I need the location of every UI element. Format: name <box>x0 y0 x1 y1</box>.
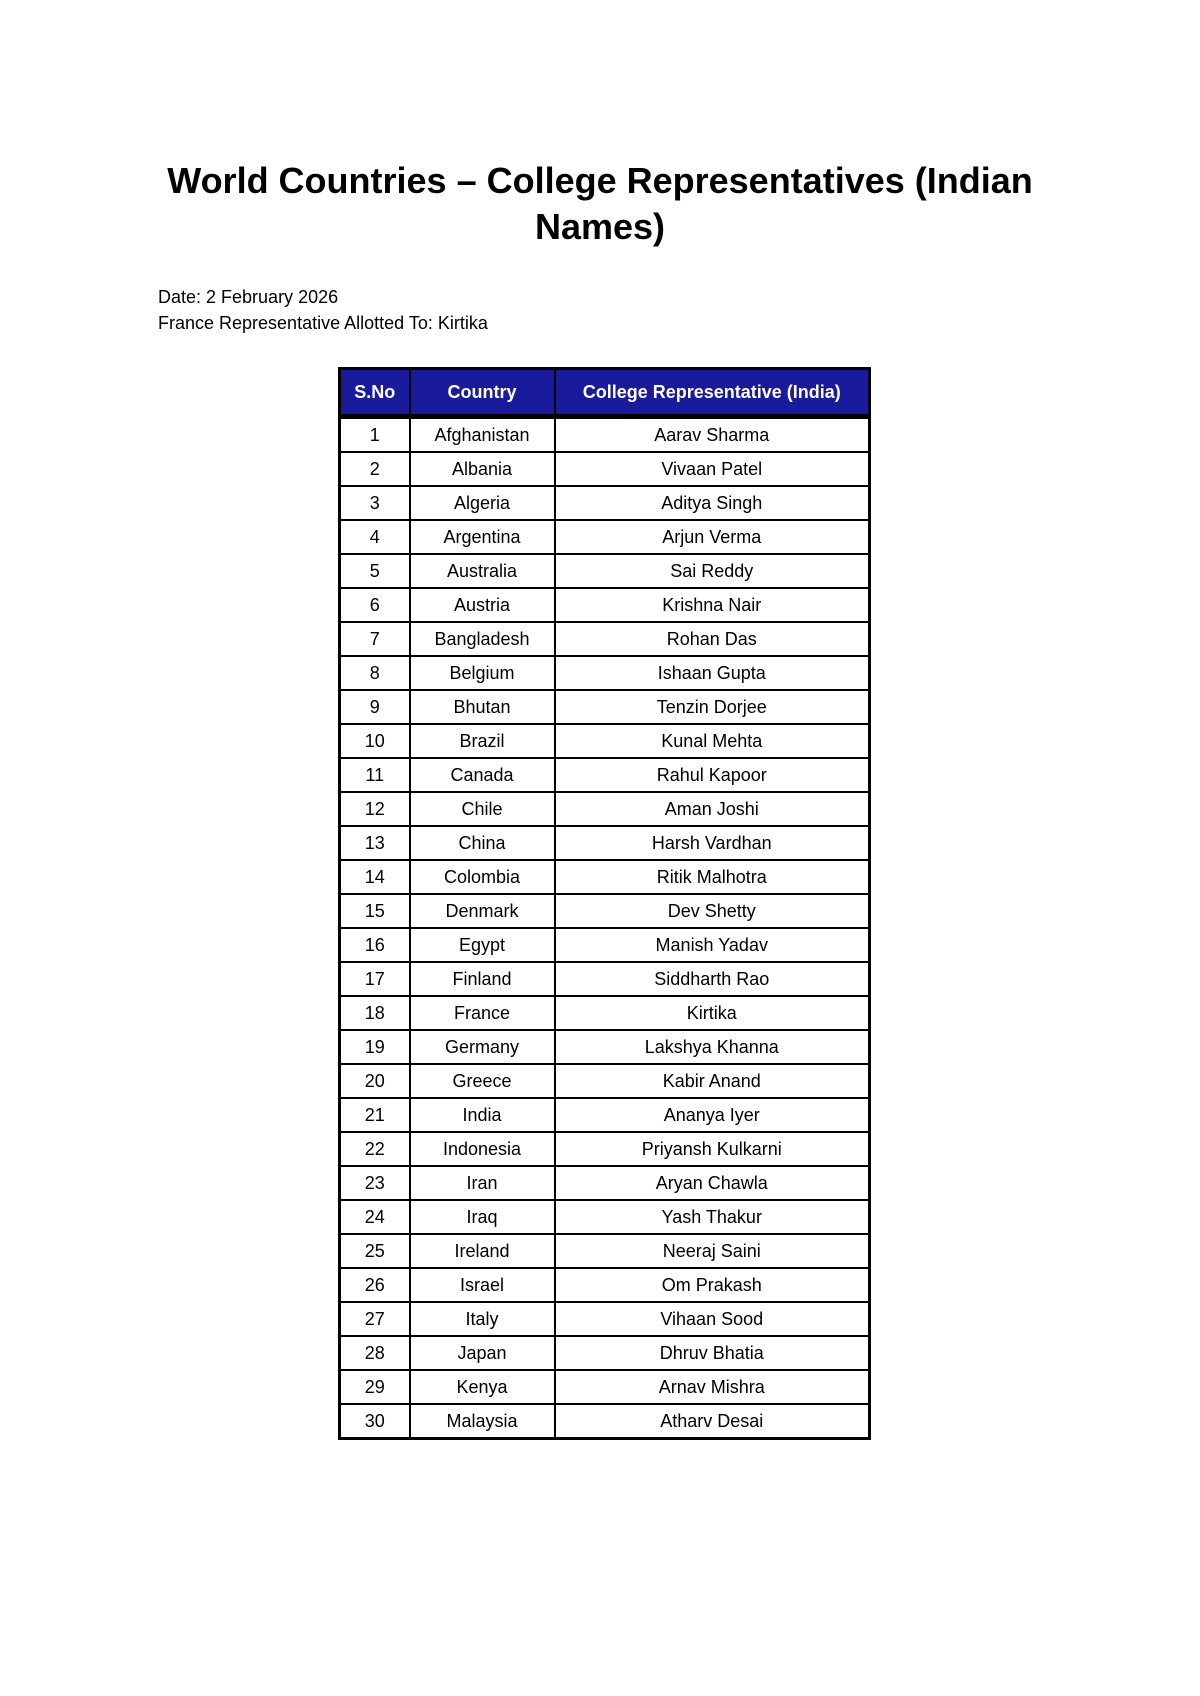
cell-country: Ireland <box>410 1234 555 1268</box>
cell-representative: Om Prakash <box>555 1268 870 1302</box>
table-row <box>340 554 870 588</box>
cell-serial-number: 5 <box>340 554 410 588</box>
table-row <box>340 1098 870 1132</box>
cell-country: Australia <box>410 554 555 588</box>
cell-representative: Kirtika <box>555 996 870 1030</box>
cell-representative: Krishna Nair <box>555 588 870 622</box>
cell-serial-number: 23 <box>340 1166 410 1200</box>
table-body <box>340 417 870 1439</box>
cell-serial-number: 25 <box>340 1234 410 1268</box>
table-row <box>340 928 870 962</box>
cell-country: Afghanistan <box>410 417 555 453</box>
table-header-row <box>340 369 870 417</box>
cell-representative: Atharv Desai <box>555 1404 870 1439</box>
cell-serial-number: 15 <box>340 894 410 928</box>
cell-representative: Harsh Vardhan <box>555 826 870 860</box>
table-row <box>340 1132 870 1166</box>
cell-country: Kenya <box>410 1370 555 1404</box>
cell-country: Malaysia <box>410 1404 555 1439</box>
table-row <box>340 1404 870 1439</box>
table-row <box>340 520 870 554</box>
cell-representative: Yash Thakur <box>555 1200 870 1234</box>
cell-country: Canada <box>410 758 555 792</box>
table-row <box>340 894 870 928</box>
cell-country: Israel <box>410 1268 555 1302</box>
cell-serial-number: 7 <box>340 622 410 656</box>
cell-country: Colombia <box>410 860 555 894</box>
cell-country: Denmark <box>410 894 555 928</box>
table-row <box>340 690 870 724</box>
cell-country: Japan <box>410 1336 555 1370</box>
allotment-line: France Representative Allotted To: Kirtika <box>158 313 488 333</box>
cell-serial-number: 17 <box>340 962 410 996</box>
cell-country: Albania <box>410 452 555 486</box>
cell-representative: Dhruv Bhatia <box>555 1336 870 1370</box>
cell-representative: Neeraj Saini <box>555 1234 870 1268</box>
table-row <box>340 792 870 826</box>
cell-representative: Kunal Mehta <box>555 724 870 758</box>
table-row <box>340 826 870 860</box>
table-row <box>340 588 870 622</box>
cell-country: Iran <box>410 1166 555 1200</box>
table-row <box>340 1234 870 1268</box>
cell-serial-number: 20 <box>340 1064 410 1098</box>
cell-serial-number: 13 <box>340 826 410 860</box>
cell-country: Iraq <box>410 1200 555 1234</box>
cell-serial-number: 9 <box>340 690 410 724</box>
cell-serial-number: 30 <box>340 1404 410 1439</box>
cell-country: Egypt <box>410 928 555 962</box>
cell-serial-number: 10 <box>340 724 410 758</box>
cell-serial-number: 26 <box>340 1268 410 1302</box>
cell-country: Greece <box>410 1064 555 1098</box>
cell-serial-number: 12 <box>340 792 410 826</box>
cell-serial-number: 3 <box>340 486 410 520</box>
table-row <box>340 452 870 486</box>
table-row <box>340 1268 870 1302</box>
cell-country: Indonesia <box>410 1132 555 1166</box>
cell-representative: Dev Shetty <box>555 894 870 928</box>
cell-country: Chile <box>410 792 555 826</box>
cell-representative: Manish Yadav <box>555 928 870 962</box>
cell-representative: Vivaan Patel <box>555 452 870 486</box>
date-line: Date: 2 February 2026 <box>158 287 339 307</box>
cell-representative: Ritik Malhotra <box>555 860 870 894</box>
cell-country: Brazil <box>410 724 555 758</box>
cell-representative: Kabir Anand <box>555 1064 870 1098</box>
cell-country: Germany <box>410 1030 555 1064</box>
cell-serial-number: 22 <box>340 1132 410 1166</box>
cell-representative: Aman Joshi <box>555 792 870 826</box>
document-meta <box>158 284 488 336</box>
cell-representative: Rahul Kapoor <box>555 758 870 792</box>
cell-representative: Aarav Sharma <box>555 417 870 453</box>
header-representative: College Representative (India) <box>555 369 870 417</box>
table-row <box>340 622 870 656</box>
cell-serial-number: 11 <box>340 758 410 792</box>
cell-representative: Aditya Singh <box>555 486 870 520</box>
header-country: Country <box>410 369 555 417</box>
table-row <box>340 417 870 453</box>
cell-country: India <box>410 1098 555 1132</box>
page-title: World Countries – College Representatives (Indian Names) <box>167 160 1033 247</box>
cell-representative: Aryan Chawla <box>555 1166 870 1200</box>
cell-representative: Ananya Iyer <box>555 1098 870 1132</box>
cell-representative: Sai Reddy <box>555 554 870 588</box>
cell-representative: Priyansh Kulkarni <box>555 1132 870 1166</box>
cell-serial-number: 19 <box>340 1030 410 1064</box>
cell-representative: Vihaan Sood <box>555 1302 870 1336</box>
cell-country: Belgium <box>410 656 555 690</box>
cell-country: China <box>410 826 555 860</box>
cell-country: Italy <box>410 1302 555 1336</box>
cell-serial-number: 6 <box>340 588 410 622</box>
cell-representative: Lakshya Khanna <box>555 1030 870 1064</box>
table-row <box>340 1166 870 1200</box>
cell-serial-number: 27 <box>340 1302 410 1336</box>
table-row <box>340 860 870 894</box>
cell-representative: Arjun Verma <box>555 520 870 554</box>
cell-serial-number: 8 <box>340 656 410 690</box>
cell-country: Bhutan <box>410 690 555 724</box>
cell-representative: Ishaan Gupta <box>555 656 870 690</box>
representatives-table <box>338 367 871 1440</box>
cell-serial-number: 24 <box>340 1200 410 1234</box>
cell-serial-number: 29 <box>340 1370 410 1404</box>
table-row <box>340 962 870 996</box>
cell-serial-number: 28 <box>340 1336 410 1370</box>
cell-country: Bangladesh <box>410 622 555 656</box>
cell-serial-number: 2 <box>340 452 410 486</box>
cell-representative: Arnav Mishra <box>555 1370 870 1404</box>
table-row <box>340 758 870 792</box>
table-row <box>340 1370 870 1404</box>
cell-country: Finland <box>410 962 555 996</box>
cell-representative: Siddharth Rao <box>555 962 870 996</box>
table-row <box>340 1302 870 1336</box>
cell-serial-number: 14 <box>340 860 410 894</box>
cell-country: Argentina <box>410 520 555 554</box>
table-row <box>340 486 870 520</box>
cell-serial-number: 1 <box>340 417 410 453</box>
cell-representative: Rohan Das <box>555 622 870 656</box>
cell-representative: Tenzin Dorjee <box>555 690 870 724</box>
cell-serial-number: 21 <box>340 1098 410 1132</box>
table-row <box>340 656 870 690</box>
table-row <box>340 996 870 1030</box>
cell-serial-number: 4 <box>340 520 410 554</box>
cell-country: Algeria <box>410 486 555 520</box>
table-row <box>340 724 870 758</box>
table-row <box>340 1064 870 1098</box>
cell-serial-number: 16 <box>340 928 410 962</box>
table-row <box>340 1200 870 1234</box>
table-row <box>340 1030 870 1064</box>
header-serial-number: S.No <box>340 369 410 417</box>
cell-country: Austria <box>410 588 555 622</box>
cell-serial-number: 18 <box>340 996 410 1030</box>
cell-country: France <box>410 996 555 1030</box>
table-row <box>340 1336 870 1370</box>
